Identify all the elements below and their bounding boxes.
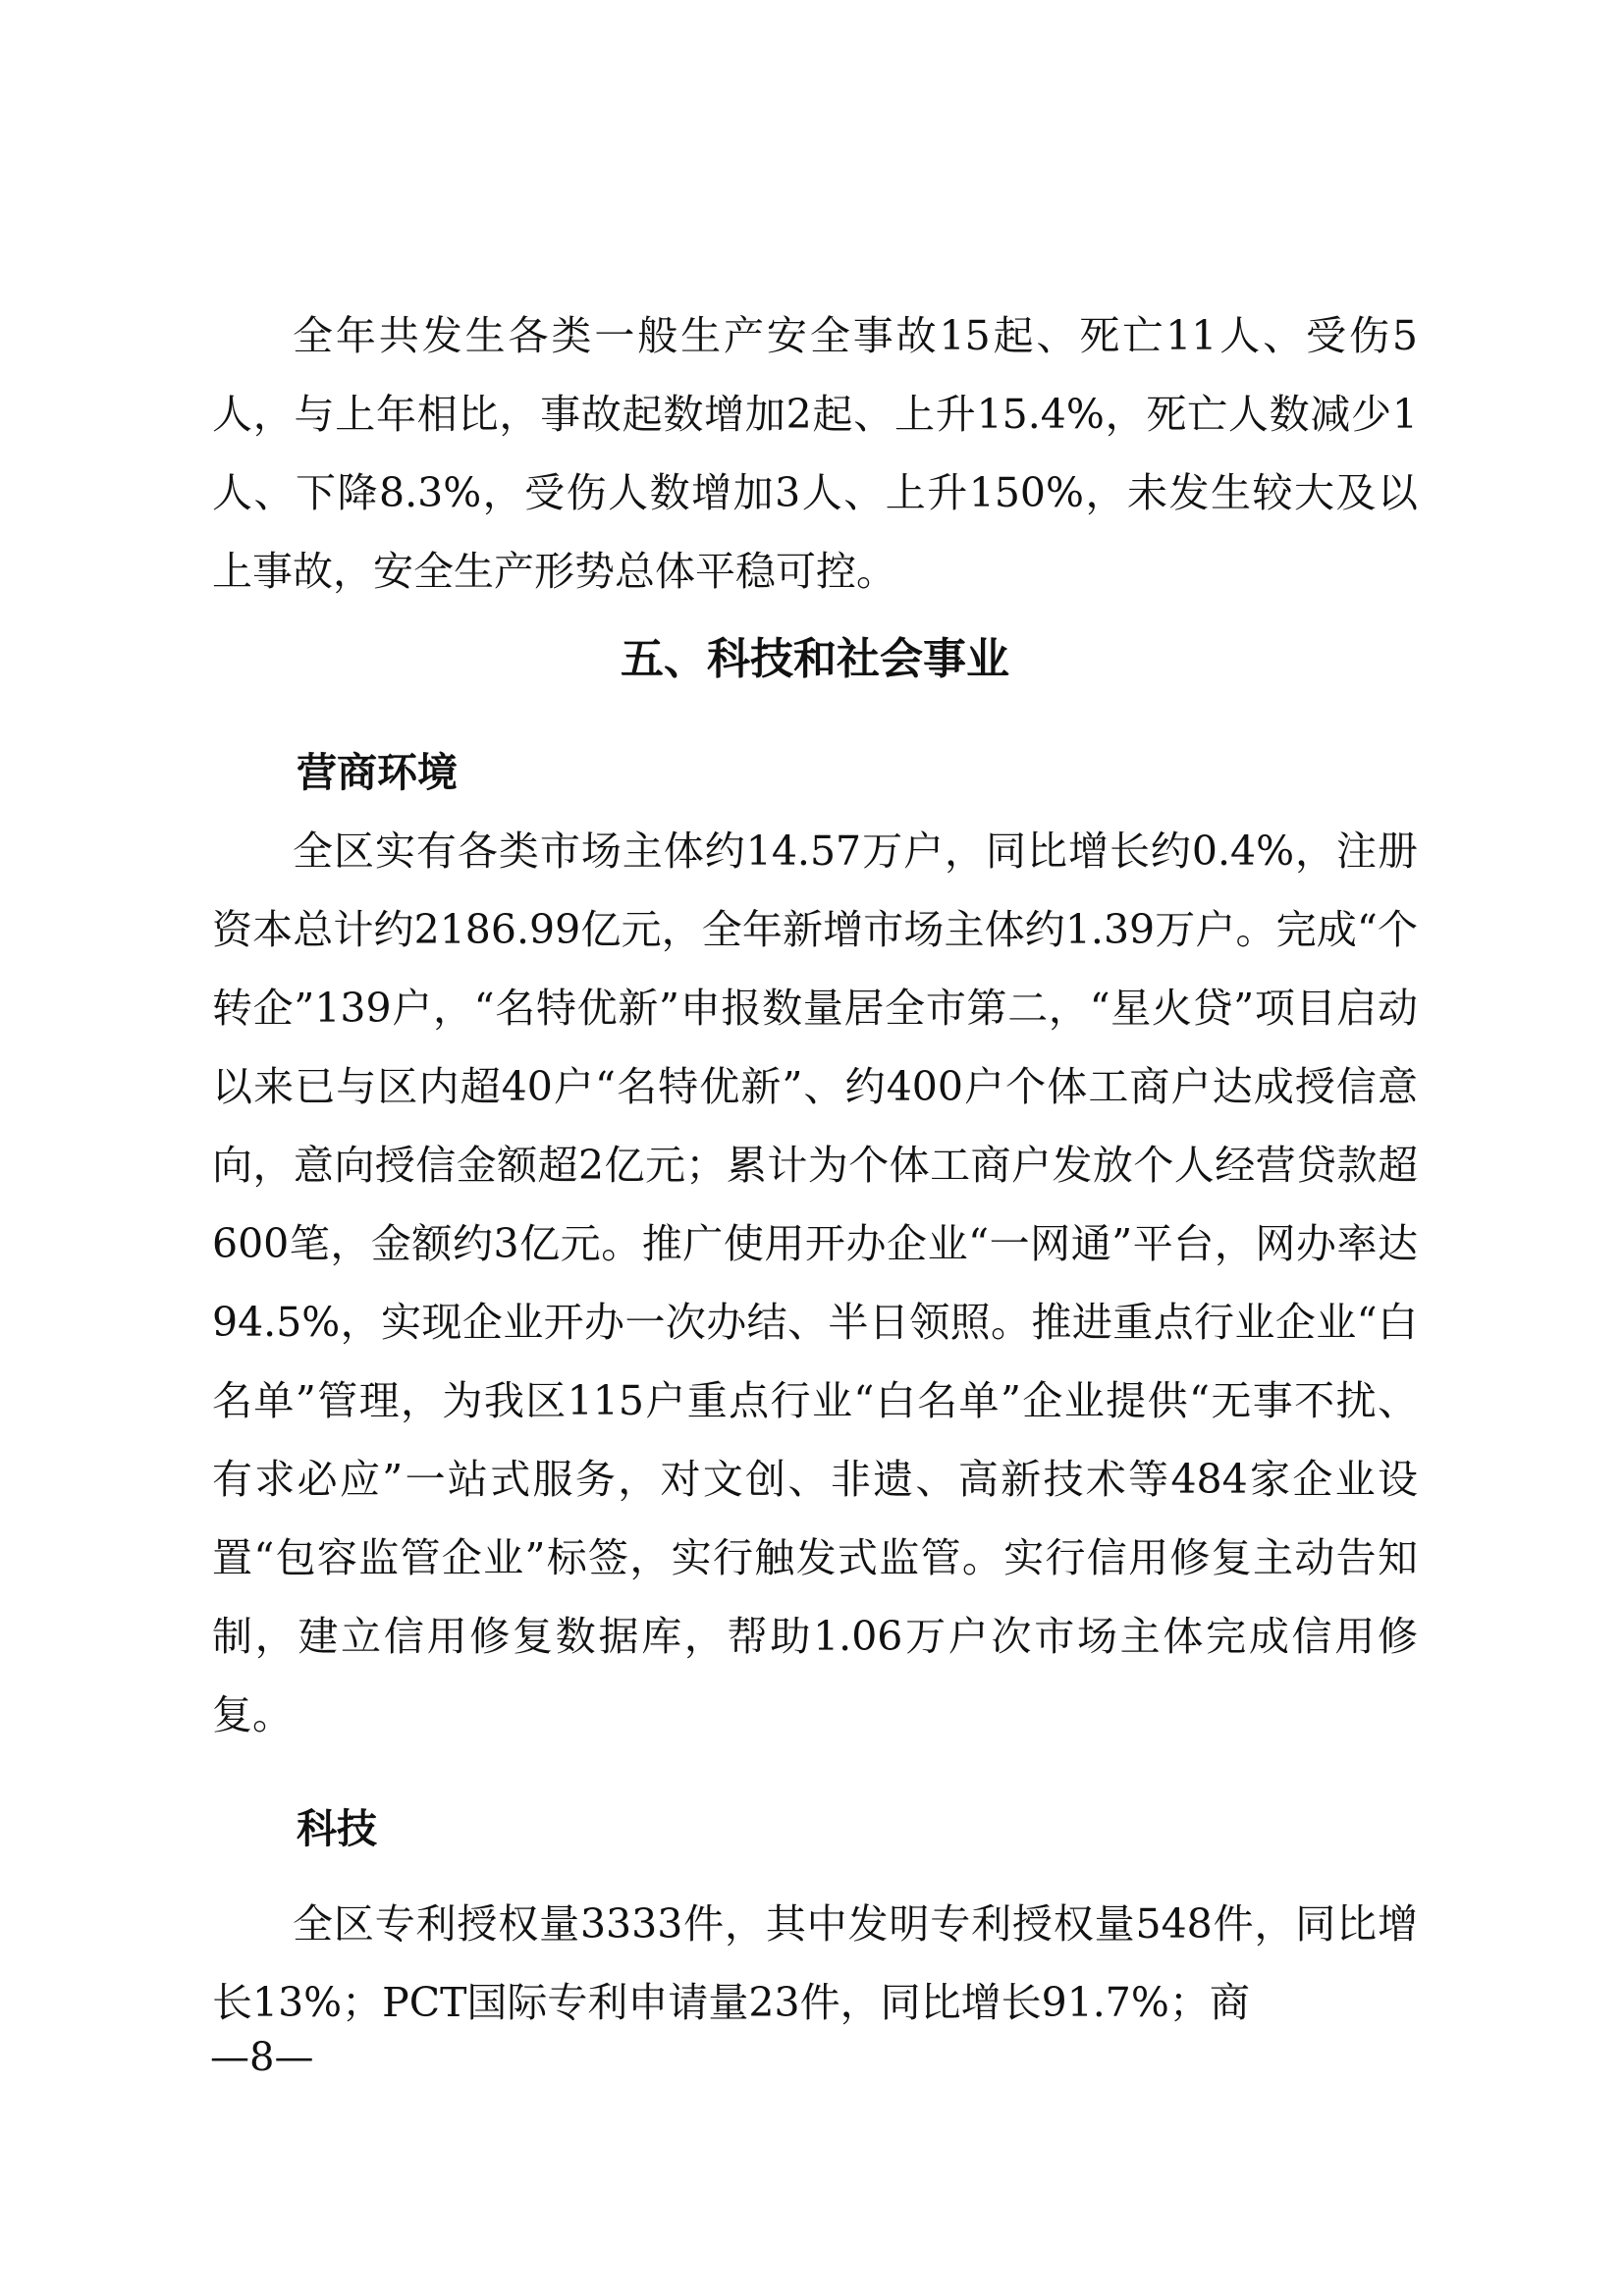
subheading-business-environment: 营商环境	[297, 749, 458, 796]
subheading-technology: 科技	[297, 1805, 377, 1852]
paragraph-technology: 全区专利授权量3333件，其中发明专利授权量548件，同比增长13%；PCT国际专利申请量23件，同比增长91.7%；商	[212, 1900, 1418, 2026]
paragraph-business-environment: 全区实有各类市场主体约14.57万户，同比增长约0.4%，注册资本总计约2186.99亿元，全年新增市场主体约1.39万户。完成“个转企”139户，“名特优新”申报数量居全市第二，“星火贷”项目启动以来已与区内超40户“名特优新”、约400户个体工商户达成授信意向，意向授信金额超2亿元；累计为个体工商户发放个人经营贷款超600笔，金额约3亿元。推广使用开办企业“一网通”平台，网办率达94.5%，实现企业开办一次办结、半日领照。推进重点行业企业“白名单”管理，为我区115户重点行业“白名单”企业提供“无事不扰、有求必应”一站式服务，对文创、非遗、高新技术等484家企业设置“包容监管企业”标签，实行触发式监管。实行信用修复主动告知制，建立信用修复数据库，帮助1.06万户次市场主体完成信用修复。	[212, 828, 1418, 1738]
section-heading-science-society: 五、科技和社会事业	[621, 634, 1009, 684]
page-number: —8—	[210, 2035, 314, 2080]
paragraph-safety-accidents: 全年共发生各类一般生产安全事故15起、死亡11人、受伤5人，与上年相比，事故起数增加2起、上升15.4%，死亡人数减少1人、下降8.3%，受伤人数增加3人、上升150%，未发生较大及以上事故，安全生产形势总体平稳可控。	[212, 312, 1418, 595]
